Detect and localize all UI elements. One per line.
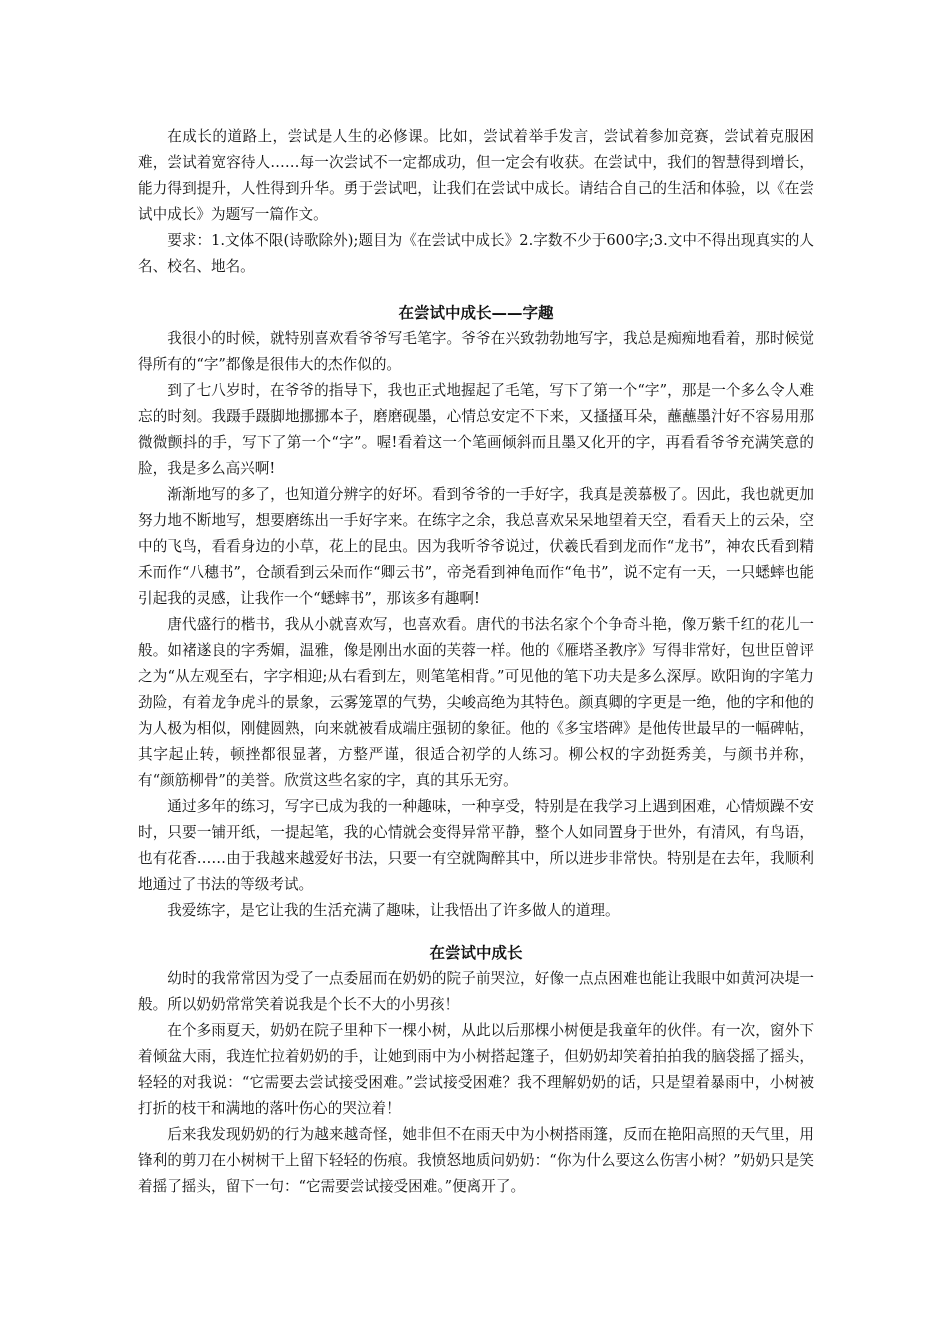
essay-1-paragraph: 唐代盛行的楷书，我从小就喜欢写，也喜欢看。唐代的书法名家个个争奇斗艳，像万紫千红的花儿一般。如褚遂良的字秀媚，温雅，像是刚出水面的芙蓉一样。他的《雁塔圣教序》写得非常好，包世臣曾评之为“从左观至右，字字相迎;从右看到左，则笔笔相背。”可见他的笔下功夫是多么深厚。欧阳询的字笔力劲险，有着龙争虎斗的景象，云雾笼罩的气势，尖峻高绝为其特色。颜真卿的字更是一绝，他的字和他的为人极为相似，刚健圆熟，向来就被看成端庄强韧的象征。他的《多宝塔碑》是他传世最早的一幅碑帖，其字起止转，顿挫都很显著，方整严谨，很适合初学的人练习。柳公权的字劲挺秀美，与颜书并称，有“颜筋柳骨”的美誉。欣赏这些名家的字，真的其乐无穷。 — [138, 616, 814, 789]
essay-1-paragraph: 到了七八岁时，在爷爷的指导下，我也正式地握起了毛笔，写下了第一个“字”，那是一个多么令人难忘的时刻。我蹑手蹑脚地挪挪本子，磨磨砚墨，心情总安定不下来，又搔搔耳朵，蘸蘸墨汁好不容易用那微微颤抖的手，写下了第一个“字”。喔!看着这一个笔画倾斜而且墨又化开的字，再看看爷爷充满笑意的脸，我是多么高兴啊! — [138, 382, 814, 477]
essay-2 — [138, 940, 814, 1200]
essay-prompt — [138, 124, 814, 280]
essay-1-paragraph: 通过多年的练习，写字已成为我的一种趣味，一种享受，特别是在我学习上遇到困难，心情烦躁不安时，只要一铺开纸，一提起笔，我的心情就会变得异常平静，整个人如同置身于世外，有清风，有鸟语，也有花香……由于我越来越爱好书法，只要一有空就陶醉其中，所以进步非常快。特别是在去年，我顺利地通过了书法的等级考试。 — [138, 798, 814, 893]
essay-2-paragraph: 在个多雨夏天，奶奶在院子里种下一棵小树，从此以后那棵小树便是我童年的伙伴。有一次，窗外下着倾盆大雨，我连忙拉着奶奶的手，让她到雨中为小树搭起篷子，但奶奶却笑着拍拍我的脑袋摇了摇头，轻轻的对我说：“它需要去尝试接受困难。”尝试接受困难？我不理解奶奶的话，只是望着暴雨中，小树被打折的枝干和满地的落叶伤心的哭泣着！ — [138, 1022, 814, 1117]
essay-1-paragraph: 我很小的时候，就特别喜欢看爷爷写毛笔字。爷爷在兴致勃勃地写字，我总是痴痴地看着，那时候觉得所有的“字”都像是很伟大的杰作似的。 — [138, 330, 814, 373]
prompt-requirements: 要求：1.文体不限(诗歌除外);题目为《在尝试中成长》2.字数不少于600字;3.文中不得出现真实的人名、校名、地名。 — [138, 232, 814, 275]
essay-2-paragraph: 幼时的我常常因为受了一点委屈而在奶奶的院子前哭泣，好像一点点困难也能让我眼中如黄河决堤一般。所以奶奶常常笑着说我是个长不大的小男孩！ — [138, 970, 814, 1013]
essay-1-paragraph: 渐渐地写的多了，也知道分辨字的好坏。看到爷爷的一手好字，我真是羡慕极了。因此，我也就更加努力地不断地写，想要磨练出一手好字来。在练字之余，我总喜欢呆呆地望着天空，看看天上的云朵，空中的飞鸟，看看身边的小草，花上的昆虫。因为我听爷爷说过，伏羲氏看到龙而作“龙书”，神农氏看到精禾而作“八穗书”，仓颉看到云朵而作“卿云书”，帝尧看到神龟而作“龟书”，说不定有一天，一只蟋蟀也能引起我的灵感，让我作一个“蟋蟀书”，那该多有趣啊! — [138, 486, 814, 607]
essay-1 — [138, 300, 814, 924]
prompt-intro: 在成长的道路上，尝试是人生的必修课。比如，尝试着举手发言，尝试着参加竞赛，尝试着克服困难，尝试着宽容待人……每一次尝试不一定都成功，但一定会有收获。在尝试中，我们的智慧得到增长，能力得到提升，人性得到升华。勇于尝试吧，让我们在尝试中成长。请结合自己的生活和体验，以《在尝试中成长》为题写一篇作文。 — [138, 128, 814, 223]
essay-1-paragraph: 我爱练字，是它让我的生活充满了趣味，让我悟出了许多做人的道理。 — [167, 902, 620, 919]
essay-2-title: 在尝试中成长 — [429, 944, 523, 962]
essay-2-paragraph: 后来我发现奶奶的行为越来越奇怪，她非但不在雨天中为小树搭雨篷，反而在艳阳高照的天气里，用锋利的剪刀在小树树干上留下轻轻的伤痕。我愤怒地质问奶奶：“你为什么要这么伤害小树？”奶奶只是笑着摇了摇头，留下一句：“它需要尝试接受困难。”便离开了。 — [138, 1126, 814, 1195]
document-page — [138, 124, 814, 1200]
essay-1-title: 在尝试中成长——字趣 — [398, 304, 554, 322]
